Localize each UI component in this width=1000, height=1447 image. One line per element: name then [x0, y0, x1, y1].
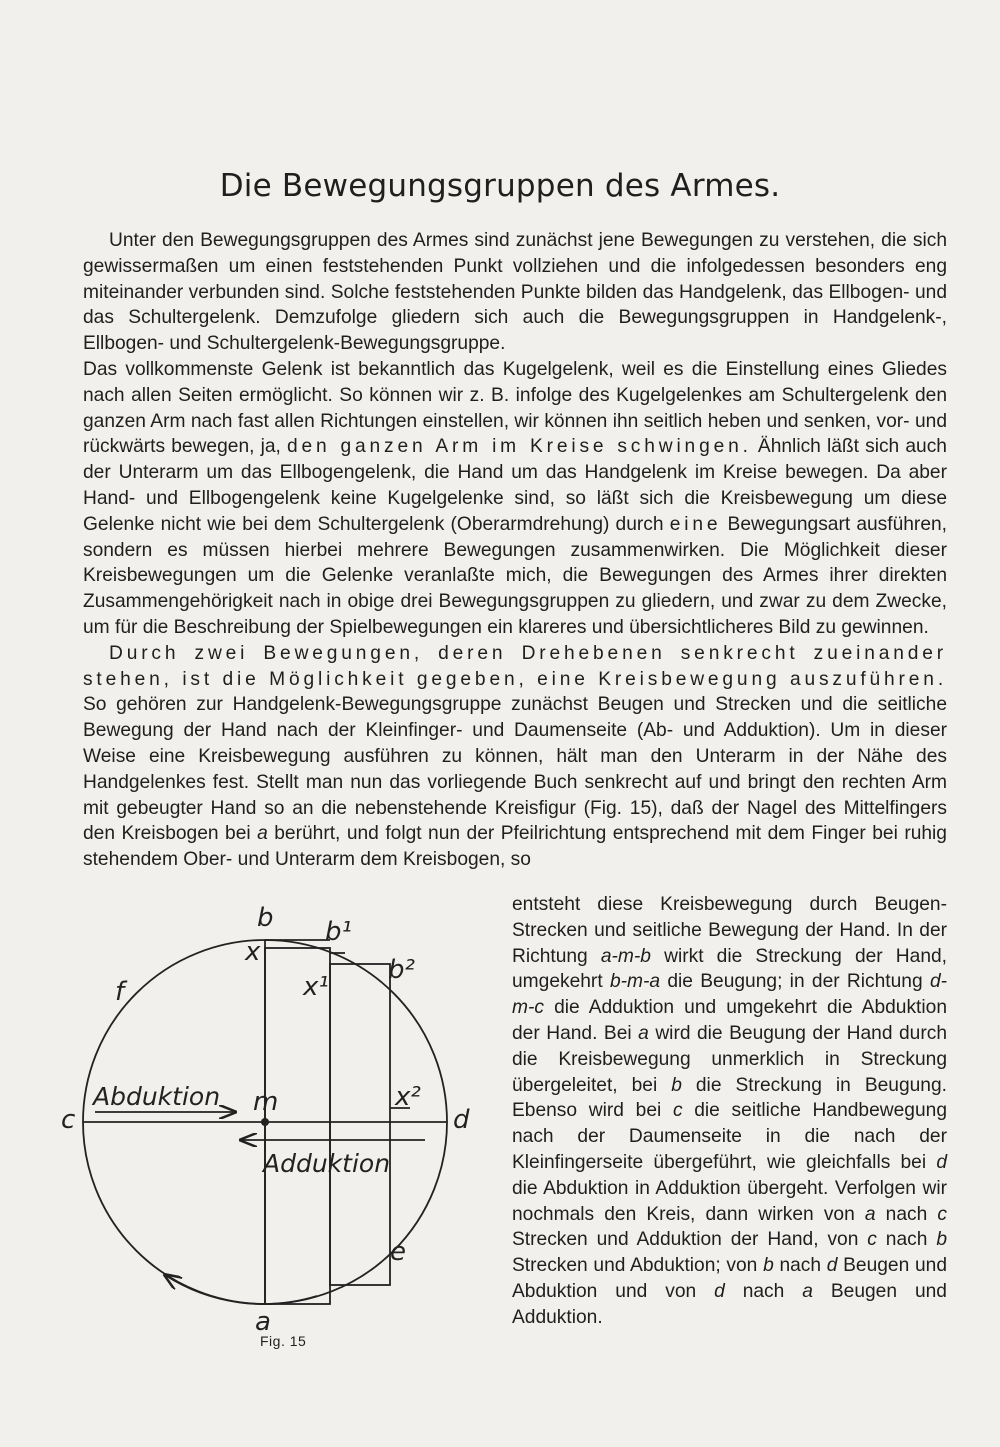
- side-text-10: Strecken und Adduktion der Hand, von: [512, 1229, 859, 1251]
- circle-diagram: [55, 900, 485, 1340]
- side-paragraph: [512, 892, 947, 1331]
- page-title: Die Bewegungsgruppen des Armes.: [219, 168, 781, 204]
- side-var-15: a: [802, 1280, 813, 1302]
- side-var-8: a: [864, 1203, 876, 1225]
- side-text-7: die seitliche Handbewegung nach der Daumenseite in die nach der Kleinfingerseite übergeführt, wie gleichfalls bei: [512, 1100, 947, 1173]
- paragraph-3-spaced: Durch zwei Bewegungen, deren Drehebenen senkrecht zueinander stehen, ist die Möglichkeit gegeben, eine Kreisbewegung auszuführen.: [83, 642, 947, 690]
- center-point: [261, 1118, 269, 1126]
- label-e: e: [390, 1237, 406, 1267]
- paragraph-2-spaced-2: eine: [669, 513, 722, 535]
- label-f: f: [115, 977, 125, 1007]
- side-text-6: die Streckung in Beugung. Ebenso wird bei: [512, 1074, 947, 1122]
- paragraph-3: [83, 641, 947, 873]
- label-a: a: [255, 1307, 271, 1337]
- paragraph-2-part-3: Bewegungsart ausführen, sondern es müssen hierbei mehrere Bewegungen zusammenwirken. Die Möglichkeit dieser Kreisbewegungen um die Gelenke veranlaßte mich, die Bewegungen des Armes ihrer direkten Zusammengehörigkeit nach in obige drei Bewegungsgruppen zu gliedern, und zwar zu dem Zwecke, um für die Beschreibung der Spielbewegungen ein klareres und übersichtlicheres Bild zu gewinnen.: [83, 513, 947, 638]
- side-var-12: b: [763, 1255, 774, 1277]
- side-text-3: die Beugung; in der Richtung: [667, 971, 923, 993]
- side-var-6: c: [672, 1100, 683, 1122]
- side-text-12: Strecken und Abduktion; von: [512, 1255, 758, 1277]
- paragraph-2: [83, 357, 947, 641]
- side-var-1: a-m-b: [600, 945, 651, 967]
- paragraph-2-part-2: Ähnlich läßt sich auch der Unterarm um das Ellbogengelenk, die Hand um das Handgelenk im Kreise bewegen. Da aber Hand- und Ellbogengelenk keine Kugelgelenke sind, so läßt sich die Kreisbewegung um diese Gelenke nicht wie bei dem Schultergelenk (Oberarmdrehung) durch: [83, 436, 947, 535]
- paragraph-2-spaced-1: den ganzen Arm im Kreise schwingen.: [286, 436, 752, 458]
- label-m: m: [253, 1087, 279, 1117]
- label-d: d: [453, 1105, 470, 1135]
- side-text-14: Beugen und Abduktion und von: [512, 1255, 947, 1302]
- side-var-7: d: [936, 1151, 947, 1173]
- side-var-4: a: [638, 1022, 649, 1044]
- body-text: [83, 228, 947, 873]
- label-c: c: [61, 1105, 76, 1135]
- figure-15: [55, 900, 485, 1360]
- label-b1: b¹: [325, 917, 352, 947]
- label-b: b: [257, 903, 274, 933]
- side-text-8: die Abduktion in Adduktion übergeht. Verfolgen wir nochmals den Kreis, dann wirken von: [512, 1177, 947, 1225]
- side-text-1: entsteht diese Kreisbewegung durch Beugen-Strecken und seitliche Bewegung der Hand. In der Richtung: [512, 894, 947, 967]
- side-var-13: d: [826, 1255, 838, 1277]
- label-b2: b²: [388, 955, 415, 985]
- side-var-2: b-m-a: [609, 971, 661, 993]
- side-text-4: die Adduktion und umgekehrt die Abduktion der Hand. Bei: [512, 997, 947, 1044]
- side-text-2: wirkt die Streckung der Hand, umgekehrt: [512, 945, 947, 993]
- label-x2: x²: [395, 1082, 421, 1112]
- side-text-16: Beugen und Adduktion.: [512, 1280, 947, 1328]
- paragraph-3-text-b: berührt, und folgt nun der Pfeilrichtung entsprechend mit dem Finger bei ruhig stehendem Ober- und Unterarm dem Kreisbogen, so: [83, 823, 947, 871]
- label-adduktion: Adduktion: [263, 1149, 391, 1178]
- side-text-13: nach: [779, 1255, 822, 1277]
- circle-arrow: [165, 1275, 317, 1304]
- label-x1: x¹: [303, 972, 329, 1002]
- paragraph-1: Unter den Bewegungsgruppen des Armes sind zunächst jene Bewegungen zu verstehen, die sich gewissermaßen um einen feststehenden Punkt vollziehen und die infolgedessen besonders eng miteinander verbunden sind. Solche feststehenden Punkte bilden das Handgelenk, das Ellbogen- und das Schultergelenk. Demzufolge gliedern sich auch die Bewegungsgruppen in Handgelenk-, Ellbogen- und Schultergelenk-Bewegungsgruppe.: [83, 230, 947, 355]
- side-var-10: c: [867, 1229, 877, 1251]
- side-var-9: c: [937, 1203, 947, 1225]
- label-x: x: [245, 937, 261, 967]
- side-text-15: nach: [742, 1280, 785, 1302]
- paragraph-2-part-1: Das vollkommenste Gelenk ist bekanntlich das Kugelgelenk, weil es die Einstellung eines Gliedes nach allen Seiten ermöglicht. So können wir z. B. infolge des Kugelgelenkes am Schultergelenk den ganzen Arm nach fast allen Richtungen einstellen, wir können ihn seitlich heben und senken, vor- und rückwärts bewegen, ja,: [83, 358, 947, 458]
- side-var-11: b: [936, 1229, 947, 1251]
- side-text-5: wird die Beugung der Hand durch die Kreisbewegung unmerklich in Streckung übergeleitet, bei: [512, 1022, 947, 1096]
- label-abduktion: Abduktion: [93, 1082, 221, 1111]
- side-var-5: b: [671, 1074, 682, 1096]
- paragraph-3-text-a: So gehören zur Handgelenk-Bewegungsgruppe zunächst Beugen und Strecken und die seitliche Bewegung der Hand nach der Kleinfinger- und Daumenseite (Ab- und Adduktion). Um in dieser Weise eine Kreisbewegung ausführen zu können, hält man den Unterarm in der Nähe des Handgelenkes fest. Stellt man nun das vorliegende Buch senkrecht auf und bringt den rechten Arm mit gebeugter Hand so an die nebenstehende Kreisfigur (Fig. 15), daß der Nagel des Mittelfingers den Kreisbogen bei: [83, 694, 947, 845]
- side-var-14: d: [714, 1280, 725, 1302]
- side-text-9: nach: [885, 1203, 928, 1225]
- side-text-11: nach: [885, 1229, 928, 1251]
- side-var-3: d-m-c: [512, 971, 948, 1019]
- rect-b2: [330, 964, 390, 1285]
- side-text: [512, 892, 947, 1331]
- figure-caption: Fig. 15: [260, 1333, 307, 1349]
- paragraph-3-var-a: a: [257, 823, 268, 845]
